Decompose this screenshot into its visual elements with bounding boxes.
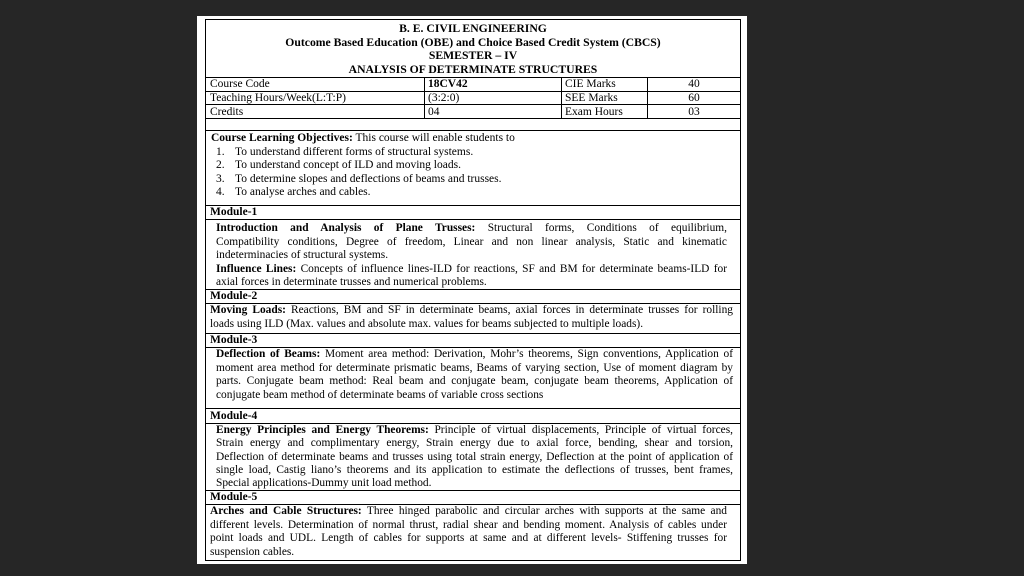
content-line [216,263,727,277]
content-line: conjugate beam method of determinate beams of variable cross sections [216,388,544,401]
module-paragraph [216,222,727,263]
scheme-title: Outcome Based Education (OBE) and Choice Based Credit System (CBCS) [285,35,661,49]
content-line: loads using ILD (Max. values and absolute max. values for beams subjected to multiple loads). [210,317,644,330]
line-text: Moment area method: Derivation, Mohr’s theorems, Sign conventions, Application of [324,348,733,360]
module-2-title: Module-2 [206,289,740,303]
module-5-content [206,504,740,560]
module-paragraph [216,424,733,490]
line-text: Structural forms, Conditions of equilibrium, [487,222,727,234]
info-value: 18CV42 [425,78,562,91]
objective-number: 2. [216,159,225,171]
content-line: Special applications-Dummy unit load method. [216,477,432,490]
objective-item [211,173,735,187]
topic-heading: Arches and Cable Structures: [210,505,362,517]
objectives-heading-line [211,132,735,146]
topic-heading: Deflection of Beams: [216,348,321,360]
semester-title: SEMESTER – IV [428,49,518,63]
content-line [210,505,727,519]
module-1-title: Module-1 [206,205,740,219]
line-text: Concepts of influence lines-ILD for reactions, SF and BM for determinate beams-ILD for [300,262,727,275]
module-2-content [206,303,740,333]
content-line: point loads and UDL. Length of cables for supports at same and at different levels- Stiffening trusses for [210,532,727,544]
topic-heading: Influence Lines: [216,262,297,275]
line-text: Reactions, BM and SF in determinate beams, axial forces in determinate trusses for rolling [290,304,733,316]
line-text: Principle of virtual displacements, Principle of virtual forces, [434,424,733,436]
content-line: Compatibility conditions, Degree of freedom, Linear and non linear analysis, Static and kinematic [216,235,727,248]
module-4-content [206,423,740,490]
module-5-title: Module-5 [206,490,740,504]
objectives-intro: This course will enable students to [355,132,515,144]
objective-item [211,159,735,173]
module-4-title: Module-4 [206,408,740,423]
info-label-2: SEE Marks [562,92,648,105]
module-1-content [206,219,740,289]
content-line: different levels. Determination of normal thrust, radial shear and bending moment. Analysis of cables under [210,518,727,531]
module-paragraph [216,263,727,290]
objective-number: 4. [216,186,225,198]
course-info-table [206,77,740,118]
objective-item [211,186,735,200]
module-paragraph [216,348,733,402]
course-info-row [206,105,740,118]
content-line: parts. Conjugate beam method: Real beam and conjugate beam, conjugate beam theorems, Application of [216,375,733,387]
info-value-2: 60 [688,91,700,104]
content-line [216,424,733,437]
module-paragraph [210,505,727,559]
objective-number: 3. [216,172,225,185]
objective-text: To determine slopes and deflections of beams and trusses. [235,172,502,185]
topic-heading: Moving Loads: [210,304,286,316]
info-value-2: 40 [688,78,700,91]
course-header [206,20,740,77]
module-3-content [206,347,740,408]
info-label: Course Code [206,78,425,91]
content-line: moment area method for determinate prismatic beams, Beams of varying section, Use of moment diagram by [216,361,733,374]
objectives-section [206,130,740,205]
objective-text: To understand different forms of structural systems. [235,145,474,158]
objective-number: 1. [216,145,225,158]
objective-text: To analyse arches and cables. [235,186,371,198]
info-label: Credits [206,105,425,118]
course-title: ANALYSIS OF DETERMINATE STRUCTURES [348,62,598,76]
content-line: Strain energy and complimentary energy, Strain energy due to axial force, bending, shear and torsion, [216,437,733,450]
info-value: 04 [425,105,562,118]
content-line: single load, Castig liano’s theorems and its application to estimate the deflections of trusses, bent frames, [216,463,733,476]
objective-text: To understand concept of ILD and moving loads. [235,159,461,171]
content-line [210,304,733,318]
content-line: suspension cables. [210,545,295,558]
line-text: Three hinged parabolic and circular arches with supports at the same and [366,505,727,517]
objectives-heading: Course Learning Objectives: [211,132,353,144]
info-value: (3:2:0) [425,92,562,105]
document-page [197,16,747,564]
info-label: Teaching Hours/Week(L:T:P) [206,92,425,105]
module-3-title: Module-3 [206,333,740,347]
content-line: indeterminacies of structural systems. [216,249,389,261]
content-line [216,222,727,236]
content-line: axial forces in determinate trusses and numerical problems. [216,276,487,288]
topic-heading: Introduction and Analysis of Plane Trusses: [216,222,476,234]
course-info-row [206,78,740,92]
info-value-2: 03 [688,105,700,118]
syllabus-table [205,19,741,561]
blank-row [206,118,740,130]
module-paragraph [210,304,733,331]
objective-item [211,146,735,160]
content-line: Deflection of determinate beams and trusses using total strain energy, Deflection at the point of application of [216,450,733,463]
info-label-2: Exam Hours [562,105,648,118]
info-label-2: CIE Marks [562,78,648,91]
topic-heading: Energy Principles and Energy Theorems: [216,424,429,436]
program-title: B. E. CIVIL ENGINEERING [399,22,547,35]
course-info-row [206,92,740,106]
content-line [216,348,733,362]
